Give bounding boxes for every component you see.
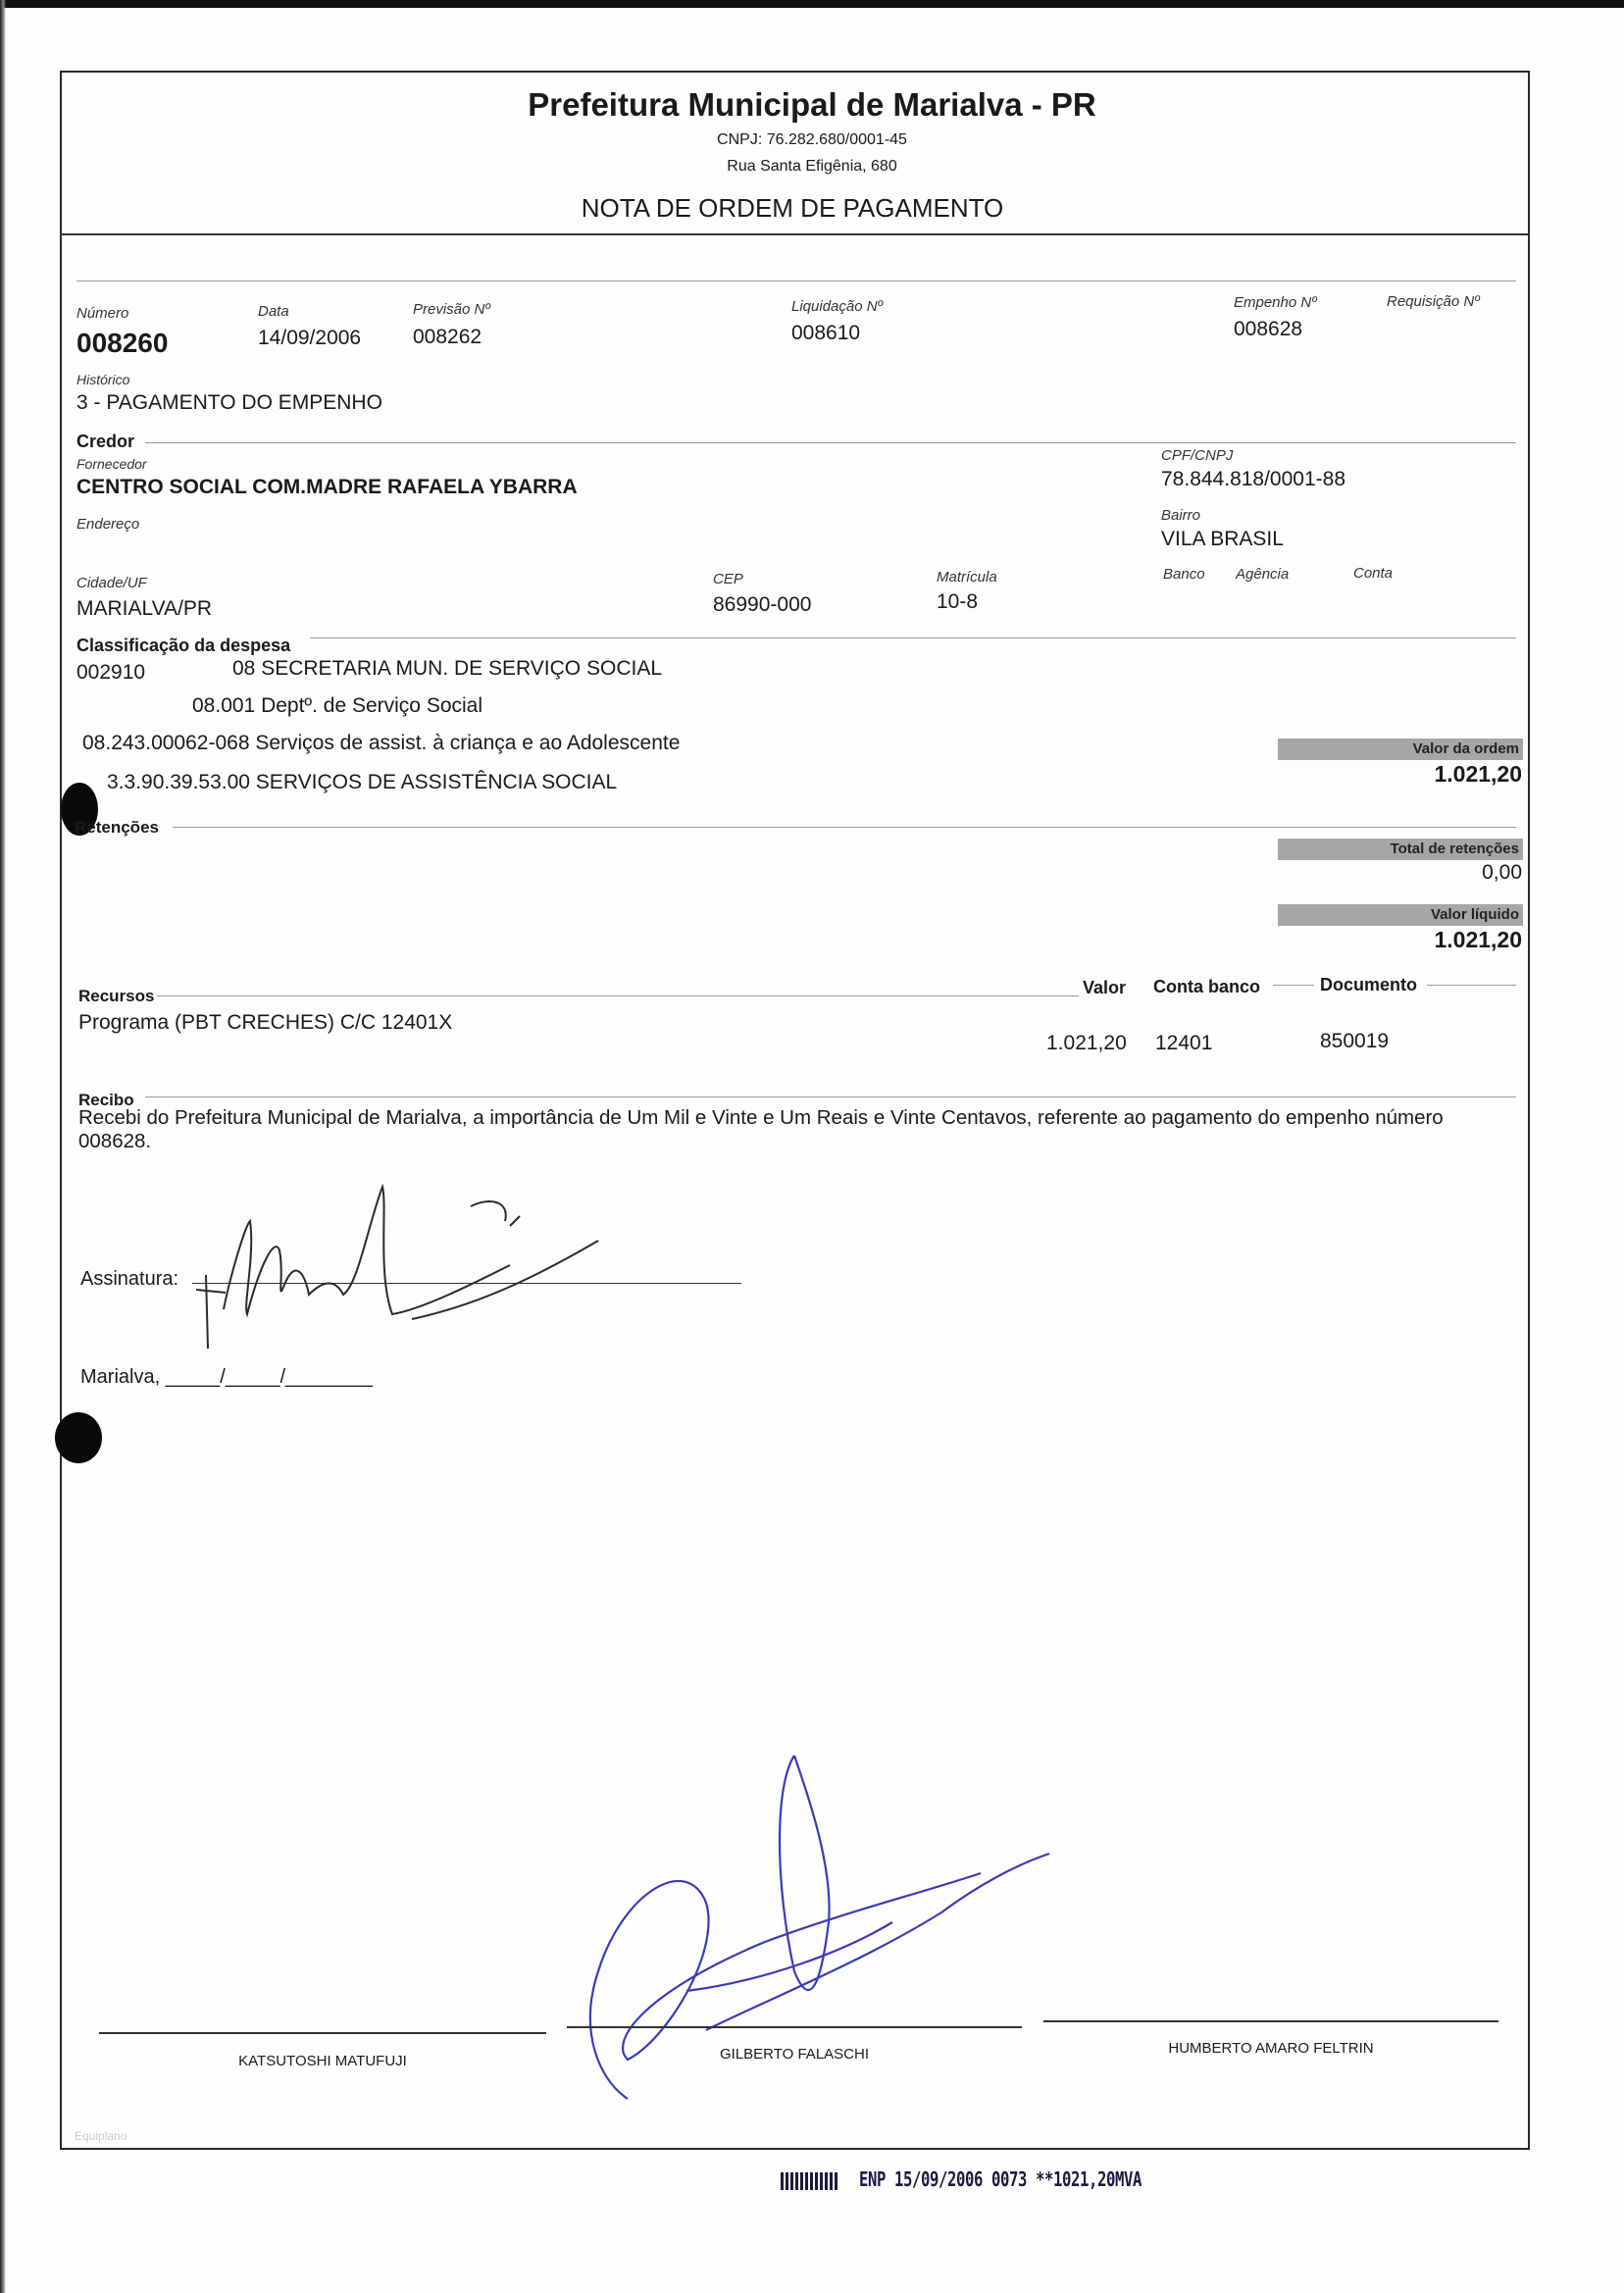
recursos-valor: 1.021,20 [1046,1032,1127,1054]
assinatura-label: Assinatura: [80,1268,179,1290]
retencoes-value: 0,00 [1482,861,1522,884]
historico-label: Histórico [76,372,130,387]
scan-left-edge [0,0,6,2293]
recursos-documento-label: Documento [1320,975,1417,994]
valor-liquido-band [1278,904,1523,926]
retencoes-band [1278,839,1523,860]
signature-line-1 [99,2032,546,2034]
credor-section: Credor [76,432,135,451]
classificacao-code: 002910 [76,661,146,684]
valor-ordem-label: Valor da ordem [1412,740,1519,757]
cep-value: 86990-000 [713,593,812,616]
fornecedor-value: CENTRO SOCIAL COM.MADRE RAFAELA YBARRA [76,476,578,498]
historico-value: 3 - PAGAMENTO DO EMPENHO [76,391,382,414]
bairro-label: Bairro [1161,507,1201,524]
cpf-value: 78.844.818/0001-88 [1161,468,1346,490]
fornecedor-label: Fornecedor [76,456,147,472]
marialva-date-line: Marialva, _____/_____/________ [80,1366,374,1388]
divider [1273,985,1314,986]
scan-top-edge [0,0,1624,8]
classificacao-line-3: 08.243.00062-068 Serviços de assist. à criança e ao Adolescente [82,732,681,754]
requisicao-label: Requisição Nº [1387,293,1480,310]
bairro-value: VILA BRASIL [1161,528,1284,550]
numero-label: Número [76,305,129,322]
classificacao-line-1: 08 SECRETARIA MUN. DE SERVIÇO SOCIAL [232,657,663,680]
banco-label: Banco [1163,566,1205,583]
signature-line-3 [1043,2020,1498,2022]
document-title: NOTA DE ORDEM DE PAGAMENTO [581,193,1004,223]
data-label: Data [258,303,289,320]
divider [1427,985,1516,986]
divider [145,1096,1516,1097]
divider [157,995,1079,996]
recursos-programa: Programa (PBT CRECHES) C/C 12401X [78,1011,453,1034]
classificacao-line-2: 08.001 Deptº. de Serviço Social [192,694,483,717]
cidade-label: Cidade/UF [76,575,147,591]
data-value: 14/09/2006 [258,327,362,349]
cep-label: CEP [713,571,743,587]
recibo-text: Recebi do Prefeitura Municipal de Marialva, a importância de Um Mil e Vinte e Um Reais e Vinte Centavos, referente ao pagamento do empenho número 008628. [78,1106,1444,1152]
valor-ordem-band [1278,739,1523,760]
signature-line-2 [567,2026,1022,2028]
recipient-signature [186,1167,618,1353]
equiplano-watermark: Equiplano [75,2129,127,2143]
recursos-documento: 850019 [1320,1030,1390,1052]
matricula-value: 10-8 [937,590,979,613]
barcode-mark [781,2172,837,2190]
divider [173,827,1516,828]
divider [145,442,1516,443]
punch-hole [55,1412,102,1463]
divider [310,637,1516,638]
org-address: Rua Santa Efigênia, 680 [727,158,897,175]
empenho-value: 008628 [1234,318,1303,340]
valor-liquido-value: 1.021,20 [1434,927,1522,952]
cidade-value: MARIALVA/PR [76,597,213,620]
numero-value: 008260 [76,328,169,358]
classificacao-line-4: 3.3.90.39.53.00 SERVIÇOS DE ASSISTÊNCIA SOCIAL [107,771,618,793]
divider [76,280,1516,281]
classificacao-section: Classificação da despesa [76,636,291,655]
matricula-label: Matrícula [937,569,997,586]
liquidacao-label: Liquidação Nº [791,298,884,315]
conta-label: Conta [1353,565,1394,582]
cpf-label: CPF/CNPJ [1161,447,1234,464]
org-cnpj: CNPJ: 76.282.680/0001-45 [717,131,907,148]
bank-stamp: ENP 15/09/2006 0073 **1021,20MVA [859,2167,1142,2191]
previsao-label: Previsão Nº [413,301,490,318]
header-divider [60,233,1530,235]
signer-2: GILBERTO FALASCHI [720,2046,869,2063]
recibo-section: Recibo [78,1091,134,1109]
retencoes-label: Total de retenções [1390,841,1519,857]
recursos-conta: 12401 [1155,1032,1213,1054]
signer-1: KATSUTOSHI MATUFUJI [238,2053,407,2069]
empenho-label: Empenho Nº [1234,294,1317,311]
previsao-value: 008262 [413,326,482,348]
recursos-conta-label: Conta banco [1153,977,1261,996]
agencia-label: Agência [1236,566,1290,583]
recursos-section: Recursos [78,987,155,1005]
endereco-label: Endereço [76,516,140,533]
signer-3: HUMBERTO AMARO FELTRIN [1168,2040,1374,2057]
org-title: Prefeitura Municipal de Marialva - PR [528,86,1096,123]
liquidacao-value: 008610 [791,322,861,344]
recursos-valor-label: Valor [1083,978,1127,997]
retencoes-section: Retenções [75,818,159,837]
valor-liquido-label: Valor líquido [1430,906,1519,923]
valor-ordem-value: 1.021,20 [1434,761,1522,787]
